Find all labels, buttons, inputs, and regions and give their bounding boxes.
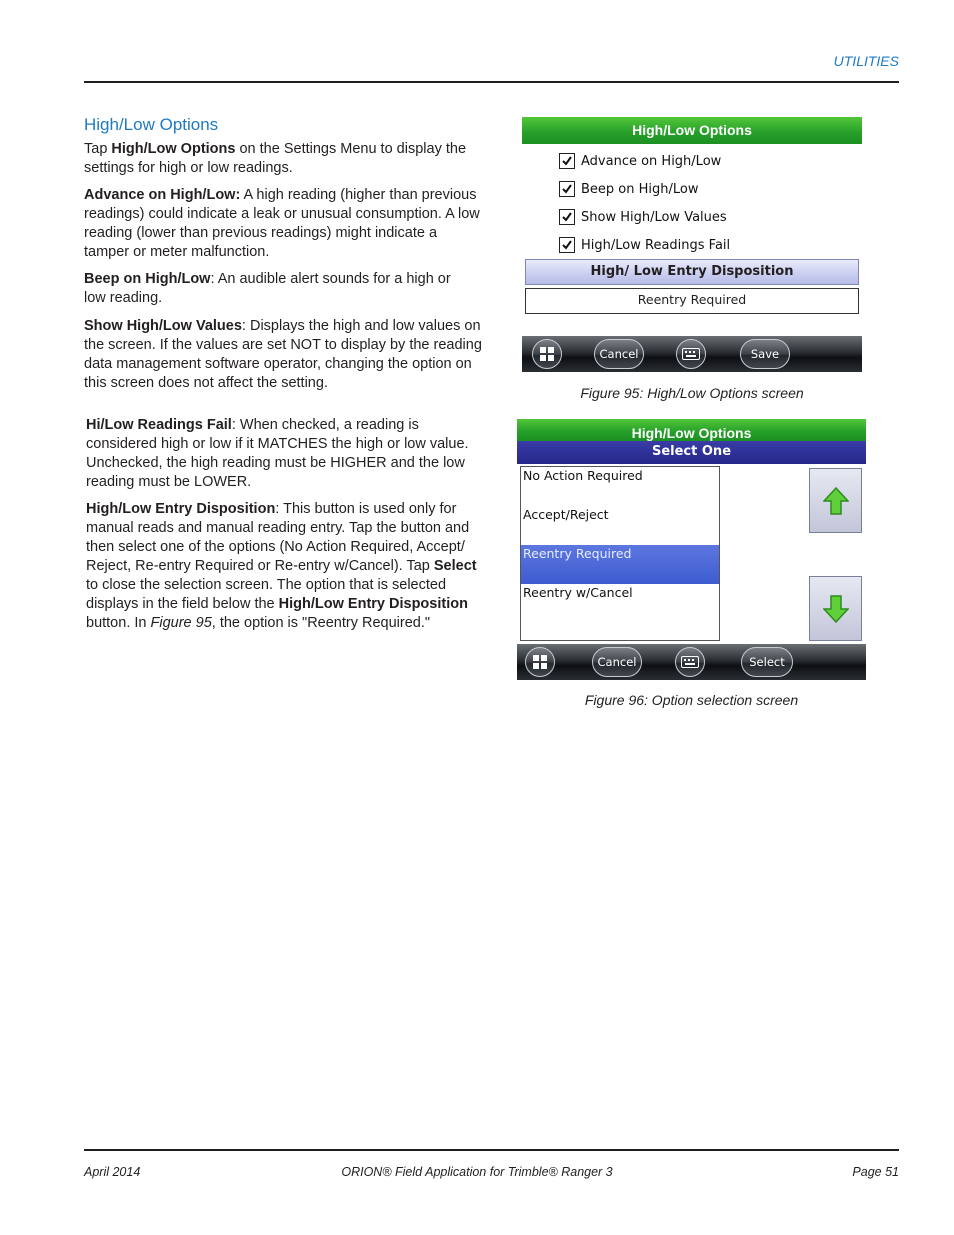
cancel-button[interactable]: Cancel (594, 339, 644, 369)
checkbox-show-high-low-values[interactable]: Show High/Low Values (559, 203, 730, 231)
windows-logo-icon (539, 346, 555, 362)
list-item[interactable]: Reentry w/Cancel (523, 585, 633, 600)
figure-96-screen (517, 419, 866, 681)
checkbox-beep-on-high-low[interactable]: Beep on High/Low (559, 175, 730, 203)
screen-title-bar: High/Low Options (522, 117, 862, 144)
footer-title: ORION® Field Application for Trimble® Ranger 3 (341, 1165, 613, 1179)
disposition-paragraph: High/Low Entry Disposition: This button is used only for manual reads and manual reading entry. Tap the button and then select one of the options (No Action Required, Accept/ Reject, Re-entry Required or Re-entry w/Cancel). Tap Select to close the selection screen. The option that is selected displays in the field below the High/Low Entry Disposition button. In Figure 95, the option is "Reentry Required." (86, 501, 477, 631)
checkbox-checked-icon (559, 209, 575, 225)
keyboard-icon (681, 656, 699, 668)
entry-disposition-value: Reentry Required (525, 288, 859, 314)
show-values-paragraph: Show High/Low Values: Displays the high and low values on the screen. If the values are set NOT to display by the reading data management software operator, changing the option on this screen does not affect the setting. (84, 318, 482, 391)
windows-start-button[interactable] (525, 647, 555, 677)
checkbox-checked-icon (559, 181, 575, 197)
taskbar (517, 644, 866, 680)
cancel-button[interactable]: Cancel (592, 647, 642, 677)
keyboard-icon (682, 348, 700, 360)
footer-page-number: Page 51 (852, 1165, 899, 1179)
keyboard-button[interactable] (675, 647, 705, 677)
header-rule (84, 81, 899, 83)
up-arrow-icon (823, 487, 849, 515)
intro-paragraph: Tap High/Low Options on the Settings Menu to display the settings for high or low readings. (84, 141, 467, 176)
entry-disposition-button[interactable]: High/ Low Entry Disposition (525, 259, 859, 285)
list-item[interactable]: No Action Required (523, 468, 643, 483)
down-arrow-icon (823, 595, 849, 623)
option-list (520, 466, 720, 641)
figure-95-screen (522, 117, 862, 373)
footer-rule (84, 1149, 899, 1151)
checkbox-high-low-readings-fail[interactable]: High/Low Readings Fail (559, 231, 730, 259)
list-item[interactable]: Accept/Reject (523, 507, 609, 522)
readings-fail-paragraph: Hi/Low Readings Fail: When checked, a reading is considered high or low if it MATCHES the high or low value. Unchecked, the high reading must be HIGHER and the low reading must be LOWER. (86, 417, 469, 490)
windows-start-button[interactable] (532, 339, 562, 369)
checkbox-advance-on-high-low[interactable]: Advance on High/Low (559, 147, 730, 175)
advance-paragraph: Advance on High/Low: A high reading (higher than previous readings) could indicate a leak or unusual consumption. A low reading (lower than previous readings) might indicate a tamper or meter malfunction. (84, 187, 480, 260)
section-title: High/Low Options (84, 115, 219, 134)
windows-logo-icon (532, 654, 548, 670)
screen-title-bar: High/Low Options (517, 419, 866, 441)
checkbox-checked-icon (559, 237, 575, 253)
keyboard-button[interactable] (676, 339, 706, 369)
scroll-up-button[interactable] (809, 468, 862, 533)
select-one-bar: Select One (517, 441, 866, 464)
taskbar (522, 336, 862, 372)
beep-paragraph: Beep on High/Low: An audible alert sounds for a high or low reading. (84, 271, 451, 306)
select-button[interactable]: Select (741, 647, 793, 677)
checkbox-checked-icon (559, 153, 575, 169)
save-button[interactable]: Save (740, 339, 790, 369)
figure-95-caption: Figure 95: High/Low Options screen (580, 385, 804, 401)
figure-96-caption: Figure 96: Option selection screen (584, 692, 799, 708)
scroll-down-button[interactable] (809, 576, 862, 641)
footer-date: April 2014 (84, 1165, 141, 1179)
section-header-label: UTILITIES (833, 53, 899, 69)
list-item-selected[interactable]: Reentry Required (521, 545, 719, 584)
